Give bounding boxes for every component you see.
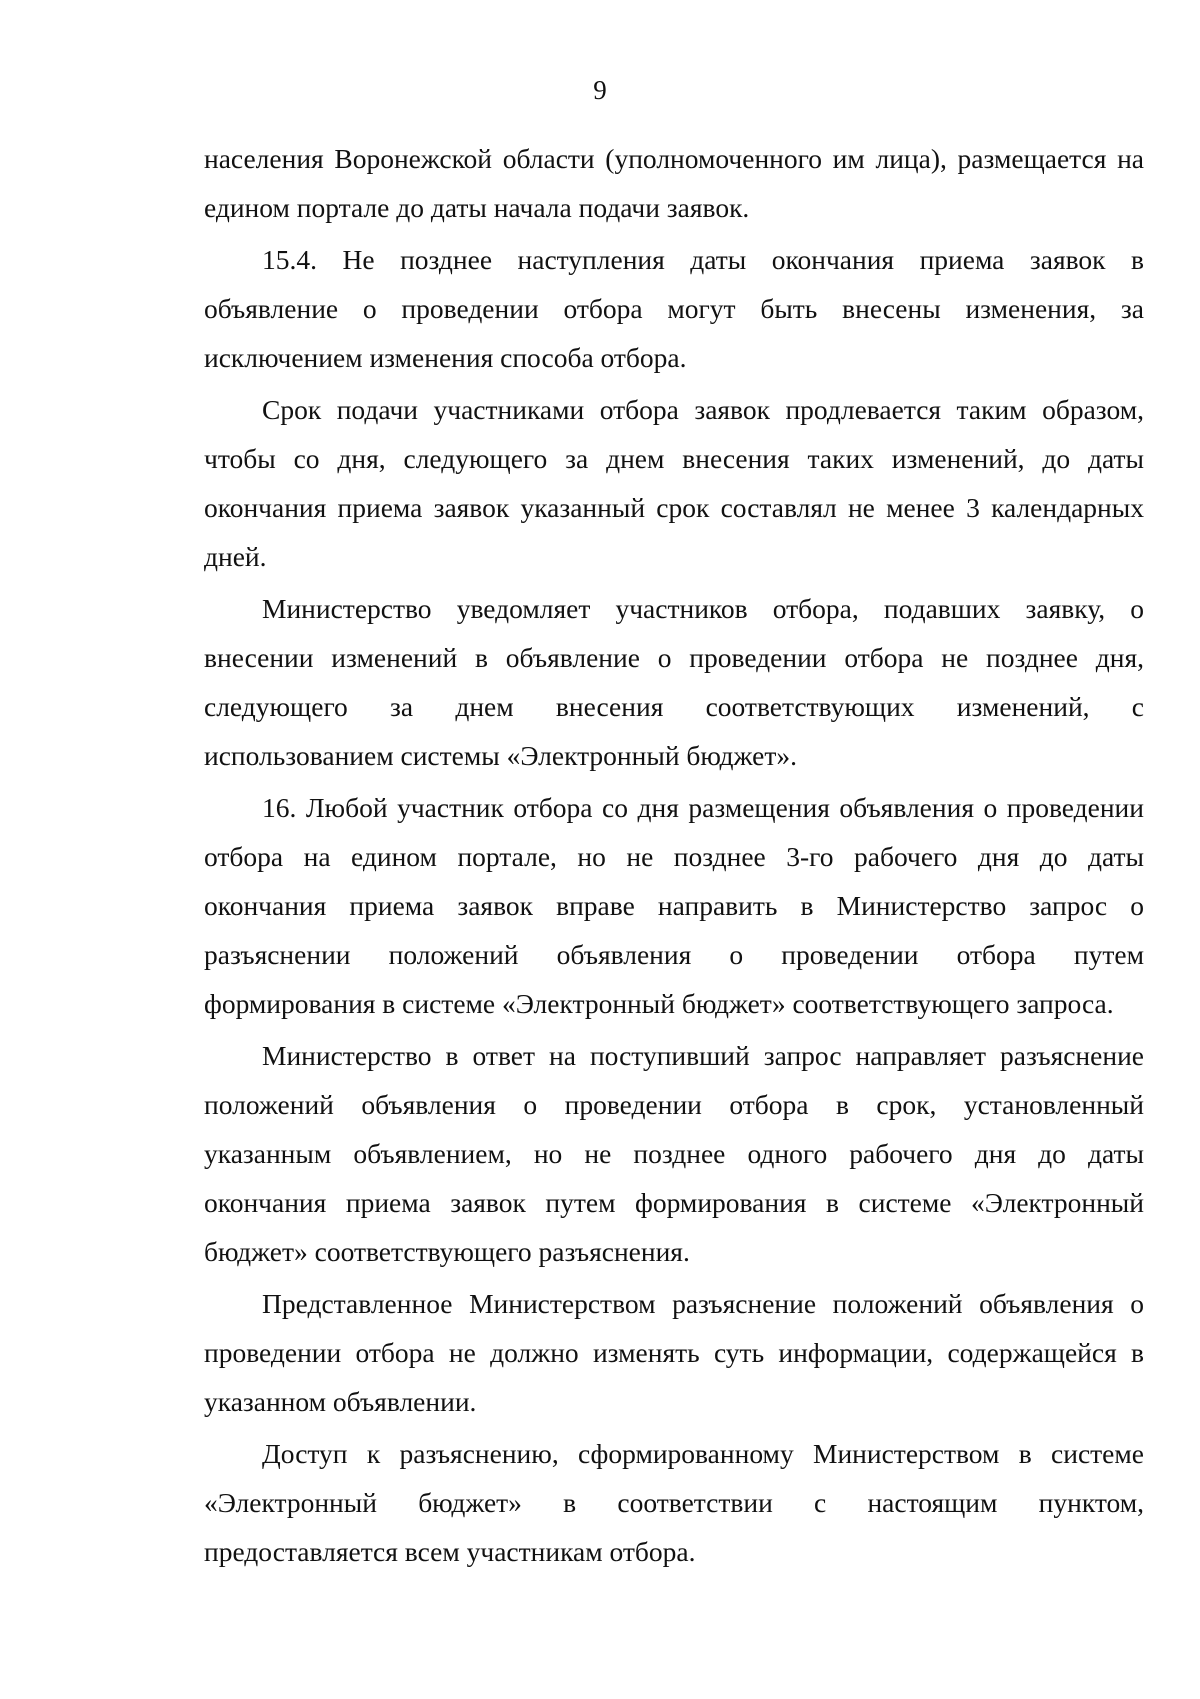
document-body xyxy=(204,134,1144,1576)
text-line: «Электронный бюджет» в соответствии с настоящим пунктом, xyxy=(204,1487,1144,1518)
text-line: окончания приема заявок путем формирования в системе «Электронный xyxy=(204,1187,1144,1218)
text-line: окончания приема заявок указанный срок составлял не менее 3 календарных xyxy=(204,492,1144,523)
text-line: отбора на едином портале, но не позднее 3-го рабочего дня до даты xyxy=(204,841,1144,872)
text-line: 15.4. Не позднее наступления даты окончания приема заявок в xyxy=(262,244,1144,275)
text-line: Министерство в ответ на поступивший запрос направляет разъяснение xyxy=(262,1040,1144,1071)
text-line: окончания приема заявок вправе направить в Министерство запрос о xyxy=(204,890,1144,921)
text-line: положений объявления о проведении отбора в срок, установленный xyxy=(204,1089,1144,1120)
text-line: предоставляется всем участникам отбора. xyxy=(204,1536,696,1567)
text-line: Представленное Министерством разъяснение положений объявления о xyxy=(262,1288,1144,1319)
text-line: едином портале до даты начала подачи заявок. xyxy=(204,192,750,223)
text-line: Доступ к разъяснению, сформированному Министерством в системе xyxy=(262,1438,1144,1469)
text-line: Срок подачи участниками отбора заявок продлевается таким образом, xyxy=(262,394,1144,425)
text-line: Министерство уведомляет участников отбора, подавших заявку, о xyxy=(262,593,1144,624)
text-line: объявление о проведении отбора могут быть внесены изменения, за xyxy=(204,293,1144,324)
text-line: 16. Любой участник отбора со дня размещения объявления о проведении xyxy=(262,792,1144,823)
page-number: 9 xyxy=(593,75,607,105)
text-line: исключением изменения способа отбора. xyxy=(204,342,687,373)
text-line: указанным объявлением, но не позднее одного рабочего дня до даты xyxy=(204,1138,1144,1169)
text-line: бюджет» соответствующего разъяснения. xyxy=(204,1236,690,1267)
text-line: чтобы со дня, следующего за днем внесения таких изменений, до даты xyxy=(204,443,1144,474)
text-line: разъяснении положений объявления о проведении отбора путем xyxy=(204,939,1144,970)
text-line: внесении изменений в объявление о проведении отбора не позднее дня, xyxy=(204,642,1144,673)
text-line: населения Воронежской области (уполномоченного им лица), размещается на xyxy=(204,143,1144,174)
text-line: проведении отбора не должно изменять суть информации, содержащейся в xyxy=(204,1337,1144,1368)
text-line: следующего за днем внесения соответствующих изменений, с xyxy=(204,691,1144,722)
text-line: указанном объявлении. xyxy=(204,1386,477,1417)
text-line: формирования в системе «Электронный бюджет» соответствующего запроса. xyxy=(204,988,1114,1019)
text-line: дней. xyxy=(204,541,267,572)
text-line: использованием системы «Электронный бюджет». xyxy=(204,740,798,771)
